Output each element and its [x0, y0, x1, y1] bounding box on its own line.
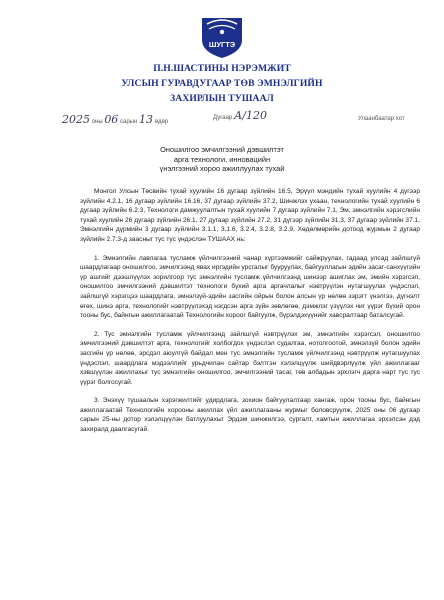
title-line-3: үнэлгээний хороо ажиллуулах тухай	[159, 164, 285, 174]
order-label: Дугаар	[213, 115, 233, 121]
logo-text: ШУГТЭ	[208, 40, 236, 49]
order-number-field	[213, 109, 267, 122]
header-line-2: УЛСЫН ГУРАВДУГААР ТӨВ ЭМНЭЛГИЙН	[121, 78, 323, 89]
header-line-1: П.Н.ШАСТИНЫ НЭРЭМЖИТ	[153, 63, 291, 74]
date-year-suffix: оны	[91, 119, 103, 125]
order-item-2: 2. Тус эмнэлгийн тусламж үйлчилгээнд зайлшгүй нэвтрүүлэх эм, эмнэлгийн хэрэгсэл, оношилгоо эмчилгээний дэвшилтэт арга, технологийг холбогдох үндэслэл судалгаа, нотолгоотой, эмнэлзүй болон эдийн засгийн үр нөлөө, эрсдэл аюулгүй байдал мен тус эмнэлгийн тусламж үйлчилгээнд нэвтрүүлж нутагшуулах үндэслэл, шаардлага мэдээллийг урьдчилан сайтар бэлтгэн хэлэлцүүлж шийдвэрлүүлж үйл ажиллагааг хэвшүүлэн ажиллахыг тус эмнэлгийн оношилгоо, эмчилгээний тасаг, төв албадын эрхлэгч дарга нарт тус тус үүрэг болгосугай.	[80, 330, 420, 386]
order-number: А/120	[233, 109, 267, 122]
order-meta	[0, 107, 444, 127]
date-month-suffix: сарын	[119, 119, 138, 125]
date-year: 2025	[62, 113, 90, 126]
document-body	[80, 187, 420, 435]
order-item-3: 3. Энэхүү тушаалын хэрэгжилтийг удирдлага, зохион байгуулалтаар хангаж, орон тооны бус, байнгын ажиллагаатай Технологийн хорооны ажиллах үйл ажиллагааны журмыг боловсруулж, 2025 оны 06 дугаар сарын 25-ны дотор хэлэлцүүлэн батлуулахыг Эрдэм шинжилгээ, сургалт, хамтын ажиллагаа эрхэлсэн дэд захиралд даалгасугай.	[80, 397, 420, 434]
preamble-paragraph: Монгол Улсын Төсвийн тухай хуулийн 16 дугаар зүйлийн 16.5, Эрүүл мэндийн тухай хуулийн 4 дүгээр зүйлийн 4.2.1, 16 дугаар зүйлийн 16.16, 37 дугаар зүйлийн 37.2, Шинжлэх ухаан, технологийн тухай хуулийн 6 дугаар зүйлийн 6.2.3, Технологи дамжуулалтын тухай хуулийн 7 дугаар зүйлийн 7.1, Эм, эмнэлгийн хэрэгслийн тухай хуулийн 26 дугаар зүйлийн 26.1, 27 дугаар зүйлийн 27.2, 31 дүгээр зүйлийн 31.3, 37 дугаар зүйлийн 37.1, Эмнэлгийн дүрмийн 3 дугаар зүйлийн 3.1.1, 3.1.6, 3.2.4, 3.2.8, 3.2.9, Хөдөлмөрийн дотоод журмын 2 дугаар зүйлийн 2.7.3-д заасныг тус тус үндэслэн ТУШААХ нь:	[80, 188, 420, 243]
order-item-1: 1. Эмнэлгийн лавлагаа тусламж үйлчилгээний чанар хүртээмжийг сайжруулах, гадаад улсад зайлшгүй шаардлагаар оношилгоо, эмчилгээнд явах иргэдийн урсгалыг бууруулах, байгууллагын эдийн засаг-санхүүгийн үр ашгийг дээшлүүлэх зорилгоор тус эмнэлгийн тусламж үйлчилгээнд шинээр ашиглах эм, эмийн хэрэгсэл, оношилгоо эмчилгээний дэвшилтэт технологи бүхий арга аргачлалыг нэвтрүүлэн нутагшуулах үндэслэл, зайлшгүй хэрэгцээ шаардлага, эмнэлзүй-эдийн засгийн ойрын болон алсын үр нөлөө зэрэгт үнэлгээ, дүгнэлт өгөх, шинэ арга, технологийг нэвтрүүлэхэд нэгдсэн арга зүйн зөвлөгөө, дэмжлэг үзүүлэх чиг үүрэг бүхий орон тооны бус, байнгын ажиллагаатай Технологийн хороог байгуулж, бүрэлдэхүүнийг хавсралтаар баталсугай.	[80, 254, 420, 320]
date-month: 06	[104, 113, 119, 126]
order-date	[62, 113, 168, 126]
order-city: Улаанбаатар хот	[358, 116, 405, 122]
date-day-suffix: өдөр	[154, 119, 169, 125]
university-seal-icon	[197, 10, 247, 60]
header-line-3: ЗАХИРЛЫН ТУШААЛ	[170, 93, 274, 104]
title-line-1: Оношилгоо эмчилгээний дэвшилтэт	[160, 145, 284, 154]
document-title	[0, 145, 444, 174]
date-day: 13	[138, 113, 153, 126]
title-line-2: арга технологи, инновацийн	[173, 154, 271, 164]
document-header	[0, 61, 444, 106]
